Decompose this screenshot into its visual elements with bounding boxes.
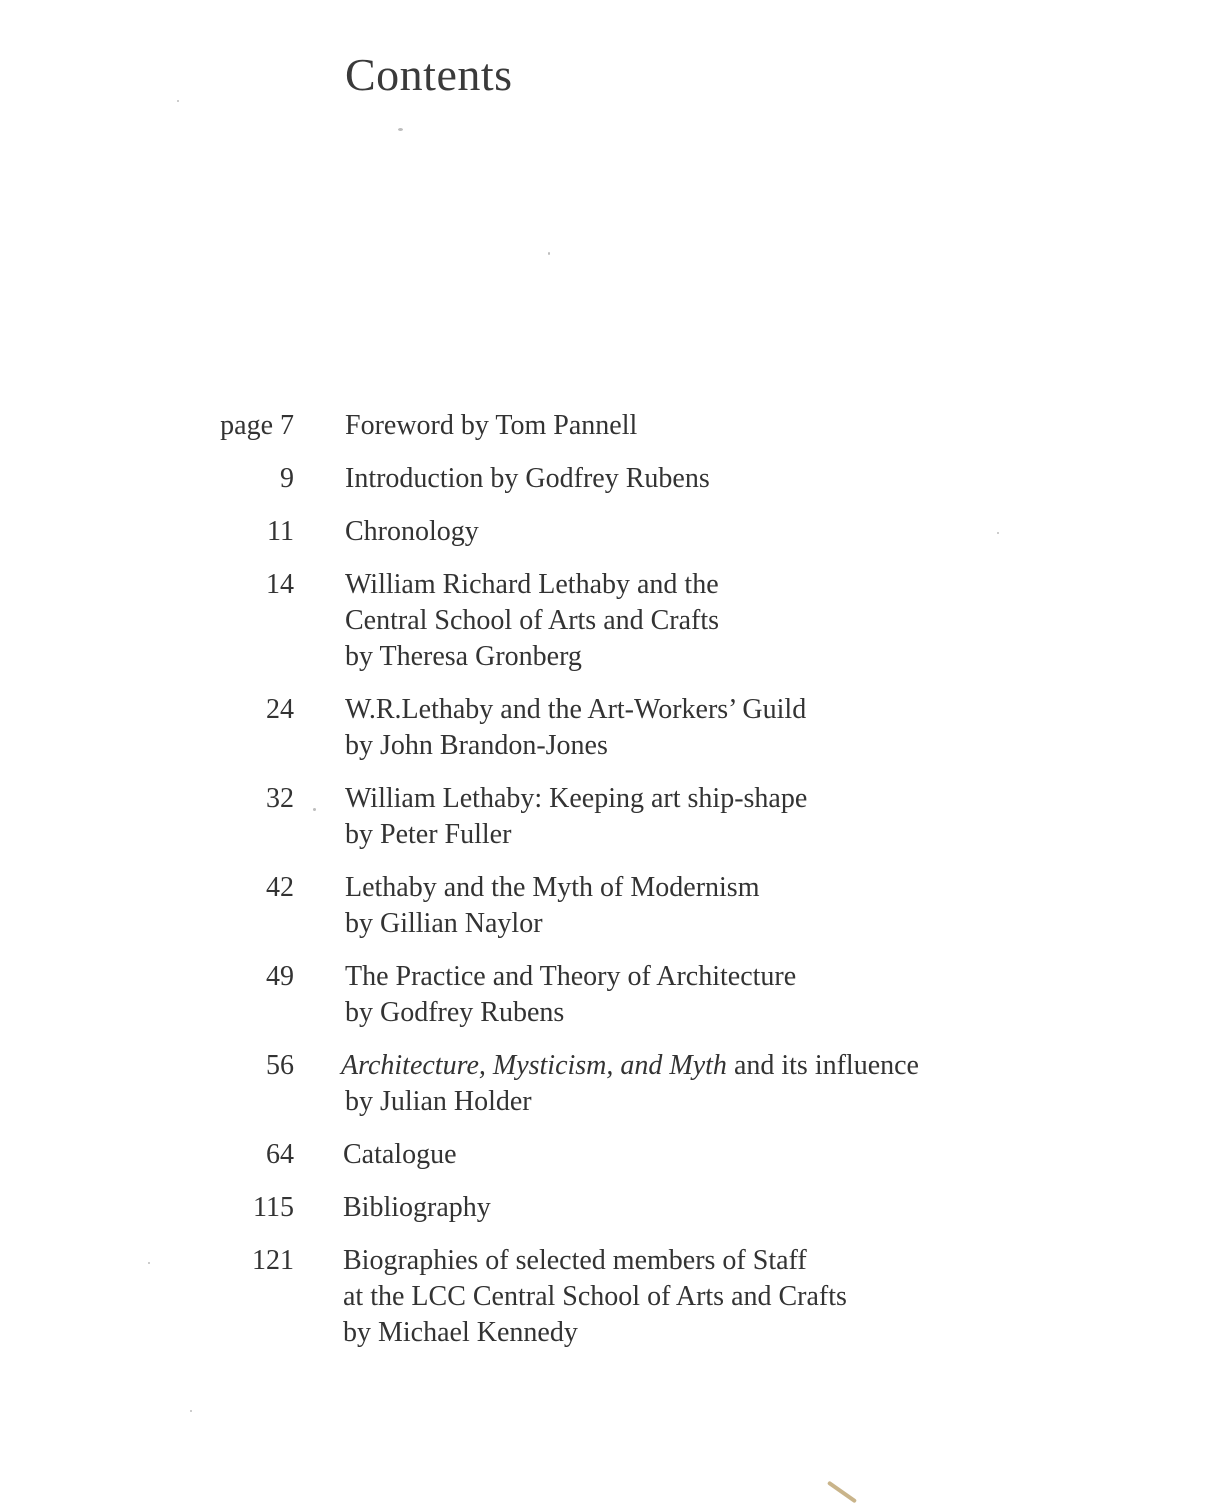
toc-author-line: by Godfrey Rubens xyxy=(345,997,565,1028)
toc-line: William Richard Lethaby and the xyxy=(345,569,719,600)
page-title: Contents xyxy=(345,49,513,100)
toc-entry-foreword[interactable] xyxy=(0,408,1229,444)
toc-entry-chronology[interactable] xyxy=(0,514,1229,550)
toc-entry-title xyxy=(343,1243,1229,1351)
toc-page-number: 115 xyxy=(253,1192,294,1223)
toc-page-number: page 7 xyxy=(220,410,294,441)
toc-page-number: 56 xyxy=(266,1050,294,1081)
toc-line: William Lethaby: Keeping art ship-shape xyxy=(345,783,808,814)
toc-line: The Practice and Theory of Architecture xyxy=(345,961,797,992)
toc-entry-bibliography[interactable] xyxy=(0,1190,1229,1226)
toc-author-line: by Peter Fuller xyxy=(345,819,512,850)
toc-entry-title xyxy=(341,1048,1229,1120)
toc-entry-keeping-art-ship-shape[interactable] xyxy=(0,781,1229,853)
toc-page-number: 32 xyxy=(266,783,294,814)
toc-line-rest: and its influence xyxy=(726,1050,919,1081)
toc-entry-title xyxy=(343,1190,1229,1226)
toc-line: Introduction by Godfrey Rubens xyxy=(345,463,710,494)
toc-entry-title xyxy=(345,870,1229,942)
toc-line: Biographies of selected members of Staff xyxy=(343,1245,807,1276)
toc-page-number: 11 xyxy=(267,516,294,547)
toc-entry-title xyxy=(345,781,1229,853)
toc-page-number: 14 xyxy=(266,569,294,600)
toc-entry-practice-theory-architecture[interactable] xyxy=(0,959,1229,1031)
scan-speck xyxy=(148,1262,150,1264)
scan-speck xyxy=(548,252,550,255)
toc-entry-lethaby-central-school[interactable] xyxy=(0,567,1229,675)
toc-entry-myth-of-modernism[interactable] xyxy=(0,870,1229,942)
toc-line xyxy=(341,1048,1229,1084)
scan-speck xyxy=(313,808,316,811)
toc-line: Bibliography xyxy=(343,1192,491,1223)
toc-entry-title xyxy=(345,461,1229,497)
toc-entry-art-workers-guild[interactable] xyxy=(0,692,1229,764)
toc-entry-title xyxy=(343,1137,1229,1173)
toc-page-number: 9 xyxy=(280,463,294,494)
toc-line: Lethaby and the Myth of Modernism xyxy=(345,872,760,903)
table-of-contents xyxy=(0,408,1229,1368)
scan-speck xyxy=(177,100,179,102)
toc-entry-introduction[interactable] xyxy=(0,461,1229,497)
toc-line: Chronology xyxy=(345,516,479,547)
toc-page-number: 24 xyxy=(266,694,294,725)
toc-entry-architecture-mysticism-myth[interactable] xyxy=(0,1048,1229,1120)
scan-speck xyxy=(398,128,403,131)
toc-entry-title xyxy=(345,408,1229,444)
toc-line: W.R.Lethaby and the Art-Workers’ Guild xyxy=(345,694,807,725)
toc-author-line: by Gillian Naylor xyxy=(345,908,543,939)
toc-page-number: 121 xyxy=(252,1245,294,1276)
toc-line: Central School of Arts and Crafts xyxy=(345,605,720,636)
toc-author-line: by Michael Kennedy xyxy=(343,1317,578,1348)
toc-author-line: by John Brandon-Jones xyxy=(345,730,608,761)
toc-entry-title xyxy=(345,959,1229,1031)
toc-line: at the LCC Central School of Arts and Crafts xyxy=(343,1281,847,1312)
toc-entry-biographies[interactable] xyxy=(0,1243,1229,1351)
toc-entry-title xyxy=(345,514,1229,550)
toc-entry-title xyxy=(345,692,1229,764)
toc-author-line: by Julian Holder xyxy=(345,1086,532,1117)
toc-line: Catalogue xyxy=(343,1139,457,1170)
toc-entry-catalogue[interactable] xyxy=(0,1137,1229,1173)
scan-speck xyxy=(997,532,999,534)
toc-entry-title xyxy=(345,567,1229,675)
toc-page-number: 42 xyxy=(266,872,294,903)
toc-italic-title: Architecture, Mysticism, and Myth xyxy=(341,1050,727,1081)
toc-page-number: 49 xyxy=(266,961,294,992)
scan-speck xyxy=(190,1410,192,1412)
scan-mark xyxy=(827,1481,857,1504)
toc-line: Foreword by Tom Pannell xyxy=(345,410,638,441)
toc-page-number: 64 xyxy=(266,1139,294,1170)
toc-author-line: by Theresa Gronberg xyxy=(345,641,582,672)
